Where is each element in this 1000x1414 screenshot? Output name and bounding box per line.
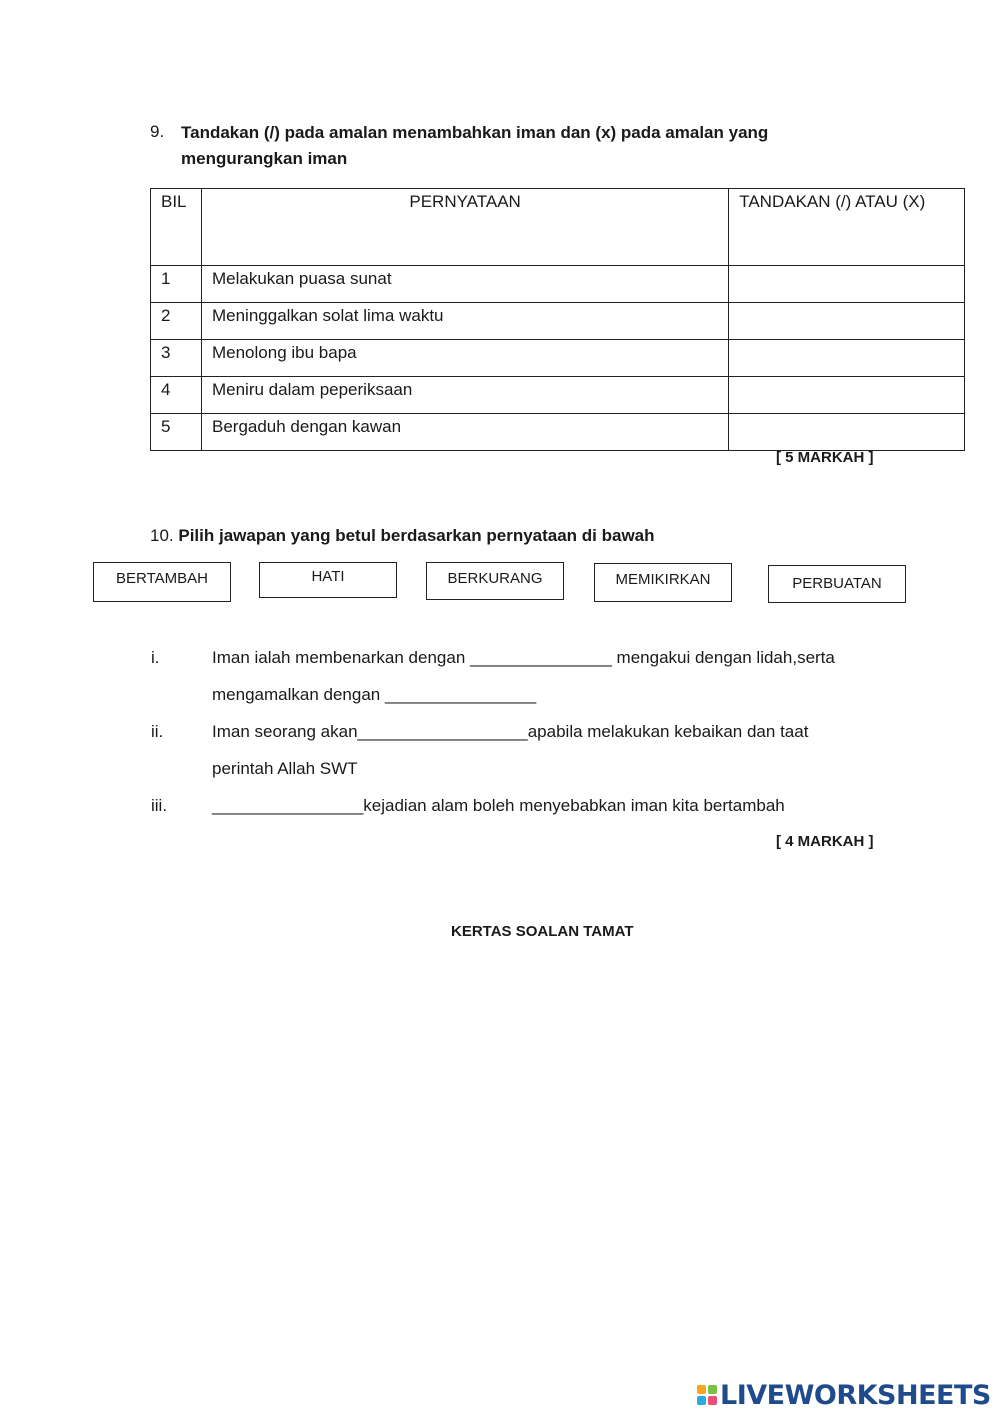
q9-table-header xyxy=(151,189,965,266)
item-ii-label: ii. xyxy=(151,722,164,741)
header-pernyataan: PERNYATAAN xyxy=(201,189,728,266)
logo-wordmark: LIVEWORKSHEETS xyxy=(720,1379,991,1411)
choice-hati[interactable]: HATI xyxy=(259,562,397,598)
choice-bertambah[interactable]: BERTAMBAH xyxy=(93,562,231,602)
item-i-label: i. xyxy=(151,648,160,667)
row-statement: Bergaduh dengan kawan xyxy=(201,414,728,451)
row-bil: 3 xyxy=(151,340,202,377)
row-statement: Meninggalkan solat lima waktu xyxy=(201,303,728,340)
item-ii-line1: Iman seorang akan__________________apabila melakukan kebaikan dan taat xyxy=(212,722,809,741)
q10-instruction: Pilih jawapan yang betul berdasarkan pernyataan di bawah xyxy=(178,526,655,545)
q10-heading xyxy=(150,526,655,546)
choice-berkurang[interactable]: BERKURANG xyxy=(426,562,564,600)
end-of-paper-text: KERTAS SOALAN TAMAT xyxy=(451,923,634,940)
row-answer-cell[interactable] xyxy=(729,414,965,451)
row-answer-cell[interactable] xyxy=(729,266,965,303)
row-bil: 5 xyxy=(151,414,202,451)
table-row xyxy=(151,266,965,303)
q10-marks: [ 4 MARKAH ] xyxy=(776,833,874,850)
q9-instruction-line1: Tandakan (/) pada amalan menambahkan iman dan (x) pada amalan yang xyxy=(181,123,769,142)
choice-memikirkan[interactable]: MEMIKIRKAN xyxy=(594,563,732,602)
item-i-line1: Iman ialah membenarkan dengan _______________ mengakui dengan lidah,serta xyxy=(212,648,835,667)
q9-marks: [ 5 MARKAH ] xyxy=(776,449,874,466)
table-row xyxy=(151,414,965,451)
q9-number: 9. xyxy=(150,122,165,141)
q9-instruction xyxy=(181,120,768,172)
table-row xyxy=(151,303,965,340)
logo-mark-icon xyxy=(697,1385,717,1405)
choice-perbuatan[interactable]: PERBUATAN xyxy=(768,565,906,603)
row-statement: Menolong ibu bapa xyxy=(201,340,728,377)
q9-table xyxy=(150,188,965,451)
item-ii-line2: perintah Allah SWT xyxy=(212,759,358,778)
q10-number: 10. xyxy=(150,526,174,545)
header-bil: BIL xyxy=(151,189,202,266)
item-iii-line1: ________________kejadian alam boleh menyebabkan iman kita bertambah xyxy=(212,796,785,815)
row-bil: 1 xyxy=(151,266,202,303)
header-tandakan: TANDAKAN (/) ATAU (X) xyxy=(729,189,965,266)
row-statement: Meniru dalam peperiksaan xyxy=(201,377,728,414)
row-statement: Melakukan puasa sunat xyxy=(201,266,728,303)
row-answer-cell[interactable] xyxy=(729,377,965,414)
q9-instruction-line2: mengurangkan iman xyxy=(181,149,348,168)
liveworksheets-logo xyxy=(697,1380,991,1410)
row-bil: 2 xyxy=(151,303,202,340)
row-bil: 4 xyxy=(151,377,202,414)
row-answer-cell[interactable] xyxy=(729,340,965,377)
table-row xyxy=(151,340,965,377)
item-i-line2: mengamalkan dengan ________________ xyxy=(212,685,537,704)
table-row xyxy=(151,377,965,414)
row-answer-cell[interactable] xyxy=(729,303,965,340)
item-iii-label: iii. xyxy=(151,796,168,815)
